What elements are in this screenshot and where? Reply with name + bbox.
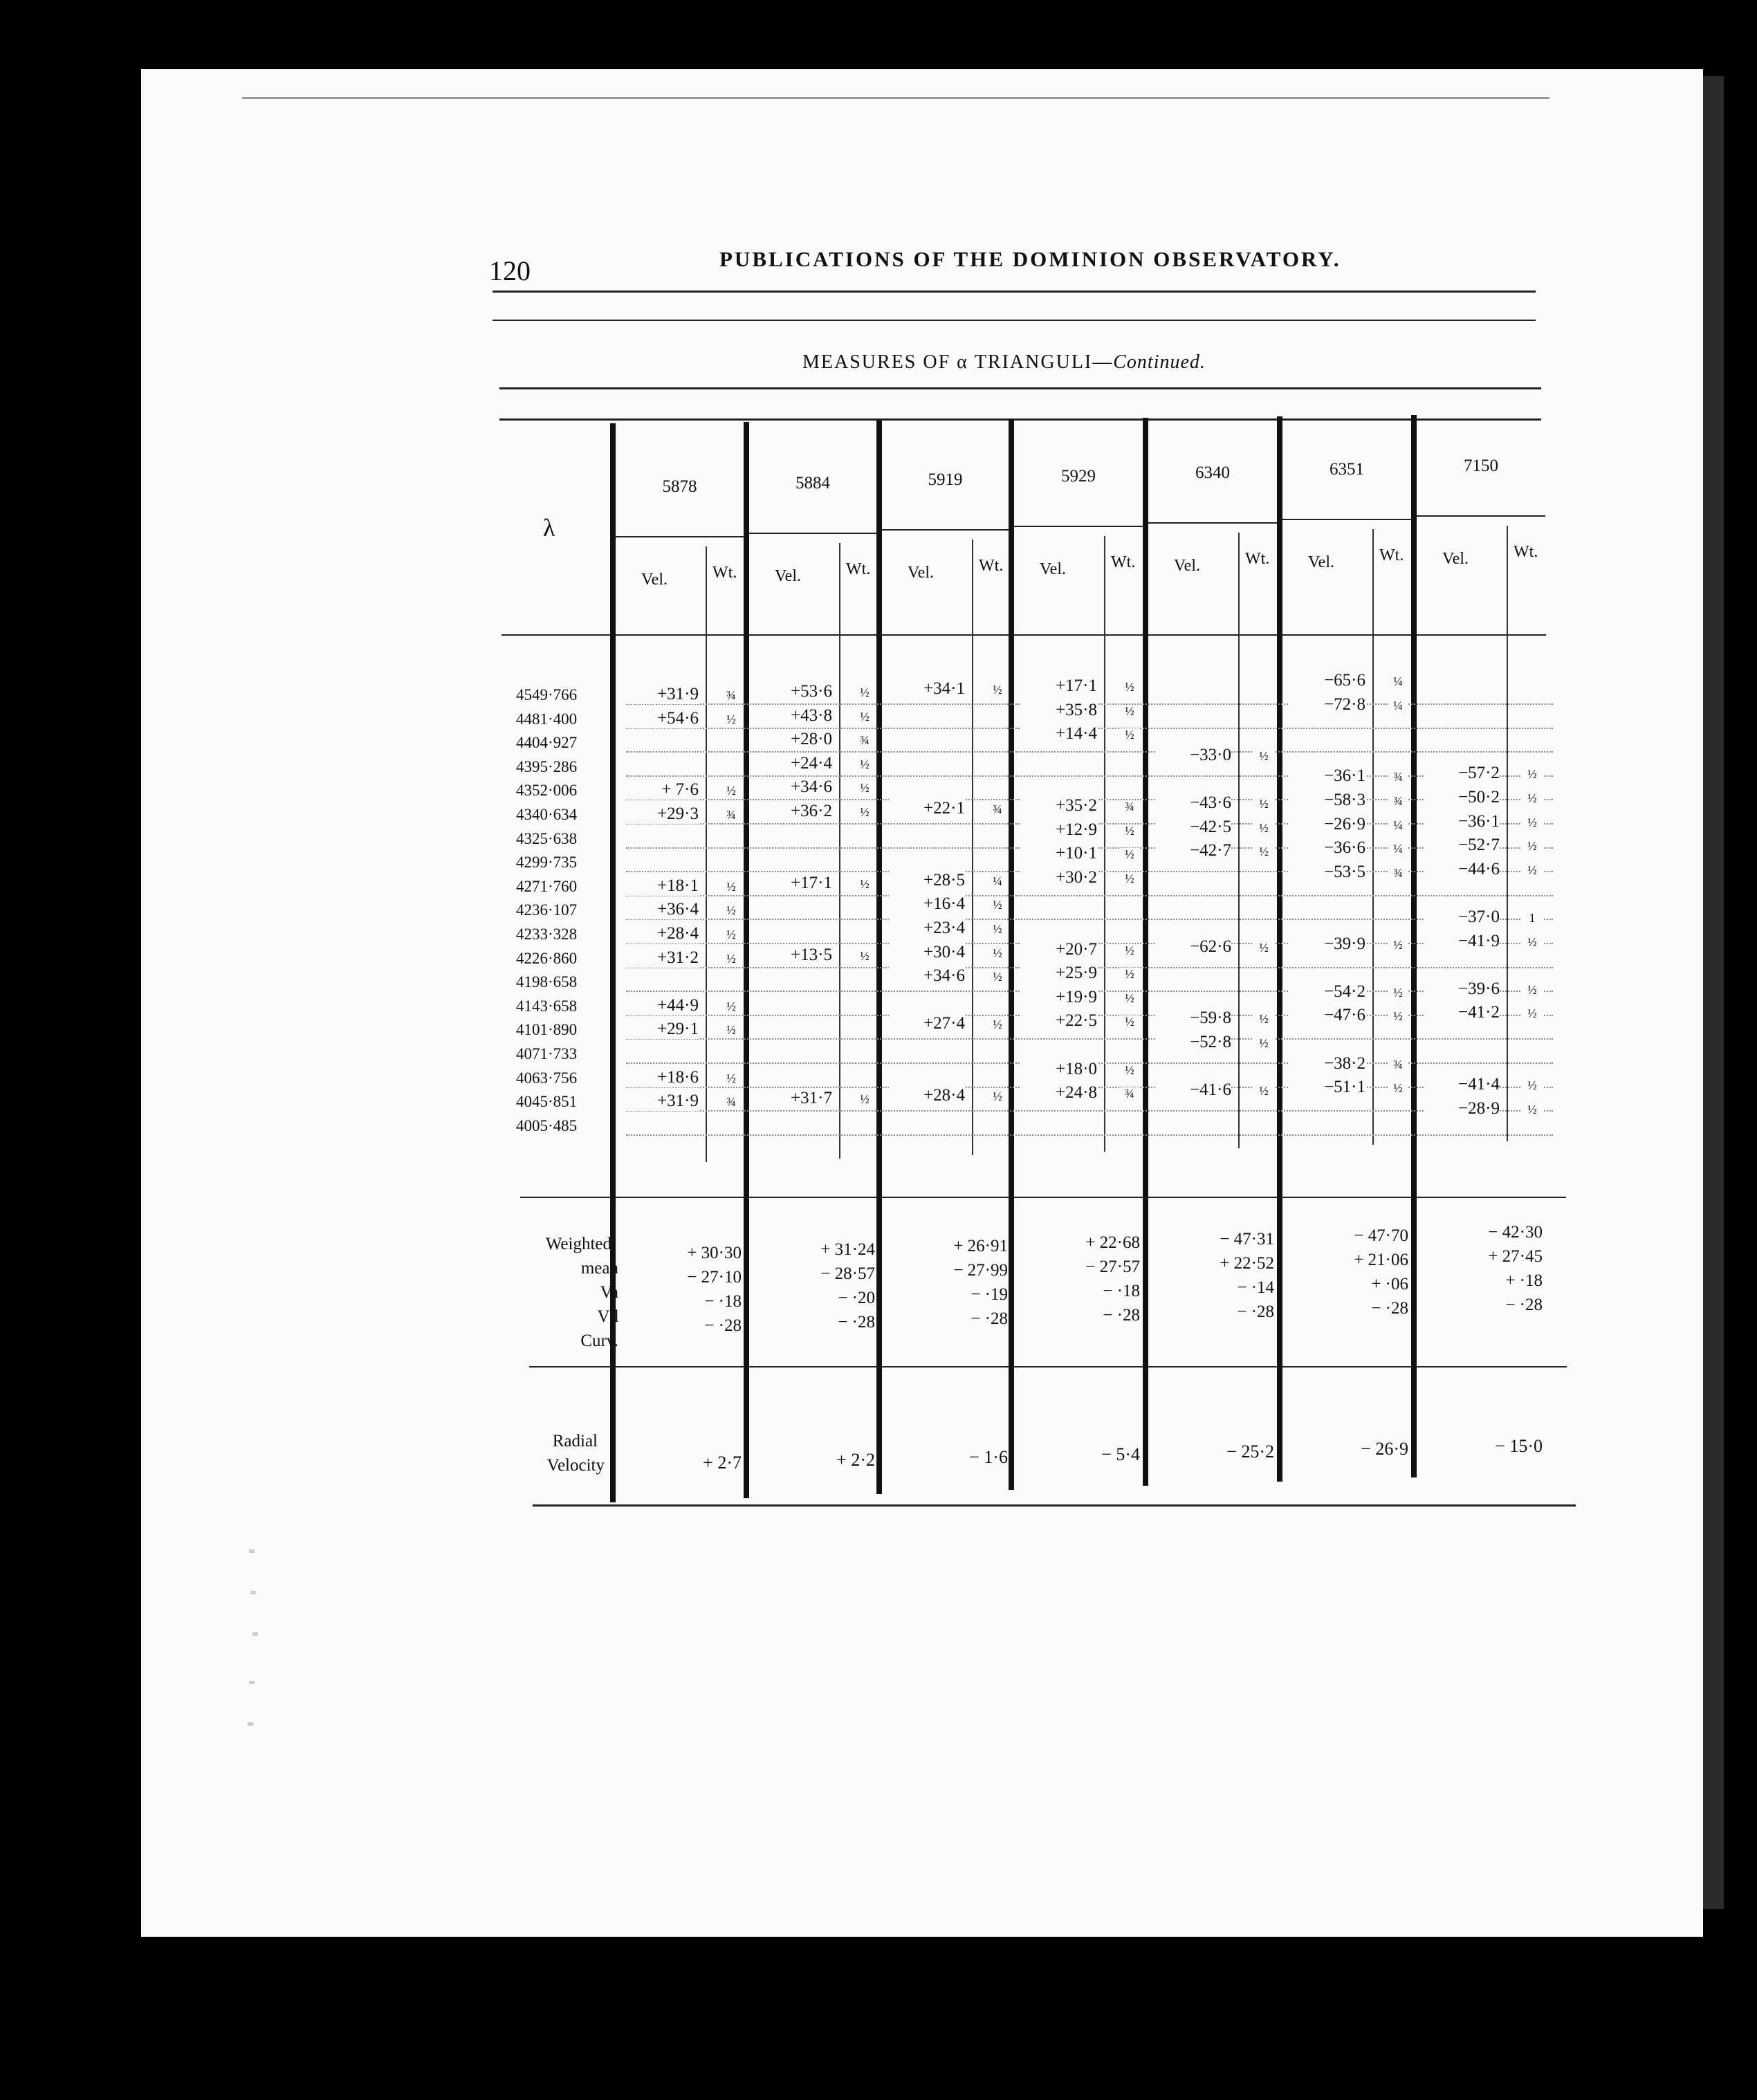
weight-value: ¾	[721, 809, 742, 821]
vel-wt-divider	[706, 546, 707, 1162]
velocity-value: + 7·6	[623, 780, 699, 800]
weight-value: ½	[721, 904, 742, 917]
velocity-value: +27·4	[889, 1014, 965, 1033]
summary-label-weighted: Weighted	[545, 1235, 611, 1253]
weight-value: ½	[1119, 728, 1140, 741]
velocity-value: +54·6	[623, 709, 699, 728]
weight-value: ½	[1253, 822, 1274, 834]
weight-value: ½	[1388, 939, 1408, 951]
velocity-value: −39·9	[1289, 934, 1365, 954]
summary-value: − ·28	[704, 1316, 742, 1335]
dotted-leader	[626, 919, 1553, 920]
wavelength-3: 4395·286	[516, 757, 578, 775]
radial-velocity-value: + 2·2	[836, 1450, 875, 1470]
summary-label-vd: Vd	[597, 1307, 618, 1326]
table-title-continued: Continued.	[1113, 351, 1206, 373]
velocity-value: +19·9	[1021, 988, 1097, 1007]
velocity-value: −28·9	[1424, 1099, 1500, 1118]
summary-value: − ·28	[838, 1313, 875, 1332]
summary-label-curv: Curv.	[580, 1332, 618, 1350]
weight-value: ½	[1119, 968, 1140, 980]
velocity-value: +31·9	[623, 1092, 699, 1111]
velocity-value: +10·1	[1021, 844, 1097, 863]
velocity-value: +16·4	[889, 894, 965, 914]
velocity-value: +30·4	[889, 943, 965, 962]
velocity-value: +36·4	[623, 900, 699, 919]
radial-label-2: Velocity	[546, 1456, 605, 1475]
weight-value: ½	[854, 878, 875, 890]
velocity-value: −41·2	[1424, 1003, 1500, 1022]
weight-value: ½	[1253, 845, 1274, 858]
wavelength-16: 4063·756	[516, 1069, 578, 1087]
vel-header: Vel.	[1174, 557, 1200, 575]
wavelength-11: 4226·860	[516, 949, 578, 967]
vel-header: Vel.	[1040, 560, 1066, 578]
weight-value: ¼	[1388, 819, 1408, 831]
weight-value: ½	[1119, 872, 1140, 885]
wavelength-4: 4352·006	[516, 782, 578, 800]
velocity-value: −43·6	[1155, 793, 1231, 813]
weight-value: 1	[1522, 912, 1543, 924]
weight-value: ½	[854, 758, 875, 771]
velocity-value: −38·2	[1289, 1054, 1365, 1074]
weight-value: ¼	[1388, 675, 1408, 688]
summary-value: + 26·91	[953, 1237, 1008, 1255]
wt-header: Wt.	[846, 560, 871, 578]
summary-value: + ·18	[1505, 1271, 1543, 1290]
wavelength-12: 4198·658	[516, 973, 578, 991]
scan-smudge	[1020, 55, 1030, 62]
vel-header: Vel.	[1442, 550, 1469, 568]
summary-value: − 27·57	[1085, 1258, 1140, 1276]
wavelength-18: 4005·485	[516, 1116, 578, 1134]
weight-value: ½	[1388, 986, 1408, 999]
weight-value: ¾	[1119, 800, 1140, 813]
weight-value: ½	[1119, 848, 1140, 860]
velocity-value: +18·1	[623, 876, 699, 896]
radial-velocity-value: − 25·2	[1226, 1442, 1274, 1462]
plate-subhead-rule	[1282, 519, 1411, 520]
velocity-value: −36·1	[1289, 766, 1365, 786]
velocity-value: +18·0	[1021, 1060, 1097, 1079]
dotted-leader	[626, 1134, 1553, 1136]
table-rule-top	[499, 387, 1541, 389]
wavelength-0: 4549·766	[516, 686, 578, 703]
weight-value: ½	[987, 923, 1008, 935]
vel-header: Vel.	[1308, 553, 1334, 571]
dotted-leader	[626, 775, 1553, 777]
wavelength-15: 4071·733	[516, 1045, 578, 1062]
weight-value: ½	[854, 1093, 875, 1105]
weight-value: ½	[1522, 1007, 1543, 1020]
weight-value: ¾	[1119, 1087, 1140, 1100]
plate-subhead-rule	[1014, 526, 1143, 527]
table-rule-top-2	[499, 418, 1541, 421]
velocity-value: +31·7	[756, 1089, 832, 1108]
scan-smudge	[42, 374, 54, 389]
vel-header: Vel.	[775, 567, 801, 585]
vel-wt-divider	[1507, 526, 1508, 1141]
velocity-value: +43·8	[756, 706, 832, 726]
radial-velocity-value: − 1·6	[969, 1447, 1008, 1467]
velocity-value: −59·8	[1155, 1008, 1231, 1028]
column-divider	[876, 421, 882, 1494]
velocity-value: −54·2	[1289, 982, 1365, 1002]
weight-value: ½	[1253, 1037, 1274, 1049]
wt-header: Wt.	[712, 564, 737, 582]
weight-value: ½	[1388, 1082, 1408, 1094]
wavelength-14: 4101·890	[516, 1021, 578, 1039]
velocity-value: −41·6	[1155, 1080, 1231, 1100]
weight-value: ½	[854, 782, 875, 794]
summary-value: − ·14	[1237, 1278, 1274, 1297]
velocity-value: −52·8	[1155, 1033, 1231, 1052]
wavelength-6: 4325·638	[516, 829, 578, 847]
weight-value: ½	[721, 1072, 742, 1085]
weight-value: ¾	[854, 734, 875, 746]
weight-value: ½	[1119, 944, 1140, 957]
summary-value: − ·28	[971, 1309, 1008, 1328]
head-rule-1	[493, 291, 1536, 293]
velocity-value: +28·4	[623, 924, 699, 943]
weight-value: ½	[1522, 816, 1543, 829]
body-bottom-rule	[520, 1197, 1566, 1198]
summary-value: + ·06	[1371, 1275, 1408, 1293]
table-title	[802, 351, 1206, 374]
weight-value: ¾	[1388, 1058, 1408, 1071]
weight-value: ½	[1119, 681, 1140, 693]
vel-header: Vel.	[908, 564, 934, 582]
column-divider	[744, 422, 749, 1498]
velocity-value: +28·4	[889, 1086, 965, 1105]
weight-value: ½	[1522, 840, 1543, 852]
summary-value: − 27·99	[953, 1261, 1008, 1280]
velocity-value: −36·1	[1424, 812, 1500, 831]
velocity-value: +14·4	[1021, 724, 1097, 744]
wt-header: Wt.	[1514, 543, 1538, 561]
weight-value: ½	[1522, 768, 1543, 780]
wavelength-9: 4236·107	[516, 901, 578, 919]
weight-value: ½	[721, 1000, 742, 1013]
plate-number-5929: 5929	[1061, 467, 1096, 486]
weight-value: ½	[987, 970, 1008, 983]
vel-wt-divider	[1104, 536, 1105, 1152]
weight-value: ½	[721, 1024, 742, 1036]
velocity-value: −50·2	[1424, 788, 1500, 807]
radial-velocity-value: − 5·4	[1101, 1444, 1140, 1464]
velocity-value: +24·4	[756, 754, 832, 773]
summary-label-mean: mean	[580, 1259, 618, 1278]
summary-value: − ·28	[1371, 1299, 1408, 1318]
velocity-value: +34·6	[756, 777, 832, 797]
weight-value: ¼	[1388, 842, 1408, 855]
vel-wt-divider	[1372, 529, 1374, 1145]
velocity-value: −52·7	[1424, 836, 1500, 855]
page-number: 120	[489, 255, 531, 286]
plate-number-5919: 5919	[928, 470, 963, 489]
scan-speck	[249, 1681, 255, 1684]
weight-value: ¾	[987, 803, 1008, 816]
summary-value: − ·20	[838, 1289, 875, 1307]
dotted-leader	[626, 751, 1553, 753]
plate-number-7150: 7150	[1464, 457, 1498, 475]
velocity-value: −65·6	[1289, 671, 1365, 690]
weight-value: ¾	[1388, 867, 1408, 879]
weight-value: ½	[1253, 750, 1274, 762]
velocity-value: +34·1	[889, 679, 965, 699]
weight-value: ½	[721, 713, 742, 726]
scan-speck	[248, 1722, 253, 1726]
wavelength-1: 4481·400	[516, 710, 578, 728]
velocity-value: −37·0	[1424, 908, 1500, 927]
weight-value: ½	[1119, 825, 1140, 837]
velocity-value: +20·7	[1021, 940, 1097, 959]
dotted-leader	[626, 895, 1553, 896]
velocity-value: +34·6	[889, 966, 965, 986]
weight-value: ¾	[1388, 771, 1408, 783]
velocity-value: +44·9	[623, 996, 699, 1015]
column-divider	[1009, 419, 1014, 1490]
weight-value: ½	[1119, 992, 1140, 1004]
scan-speck	[250, 1591, 256, 1594]
weight-value: ½	[854, 710, 875, 723]
summary-value: − 47·31	[1220, 1230, 1274, 1249]
summary-value: − 27·10	[687, 1268, 742, 1287]
scan-speck	[252, 1632, 258, 1636]
weight-value: ½	[1119, 705, 1140, 717]
radial-velocity-value: + 2·7	[703, 1453, 742, 1473]
velocity-value: −57·2	[1424, 764, 1500, 783]
column-divider	[1411, 415, 1417, 1477]
weight-value: ½	[1522, 1079, 1543, 1092]
velocity-value: +35·8	[1021, 701, 1097, 720]
plate-subhead-rule	[616, 536, 744, 537]
velocity-value: −72·8	[1289, 695, 1365, 715]
weight-value: ½	[1522, 864, 1543, 876]
scan-smudge	[228, 14, 235, 21]
plate-subhead-rule	[882, 529, 1009, 531]
column-divider	[1143, 418, 1148, 1486]
plate-number-5878: 5878	[662, 477, 697, 496]
wt-header: Wt.	[1379, 546, 1404, 564]
wavelength-7: 4299·735	[516, 854, 578, 872]
velocity-value: −58·3	[1289, 791, 1365, 810]
velocity-value: +24·8	[1021, 1083, 1097, 1103]
weight-value: ½	[721, 784, 742, 797]
velocity-value: +35·2	[1021, 796, 1097, 816]
velocity-value: −26·9	[1289, 815, 1365, 834]
plate-subhead-rule	[1417, 515, 1545, 517]
velocity-value: +28·5	[889, 871, 965, 890]
weight-value: ½	[721, 881, 742, 893]
plate-subhead-rule	[749, 533, 876, 534]
summary-value: + 22·68	[1085, 1233, 1140, 1252]
vel-wt-divider	[839, 543, 840, 1159]
summary-value: − ·28	[1103, 1306, 1140, 1325]
velocity-value: +12·9	[1021, 820, 1097, 840]
weight-value: ½	[1119, 1015, 1140, 1028]
weight-value: ¾	[721, 1096, 742, 1108]
velocity-value: +25·9	[1021, 964, 1097, 983]
plate-number-6340: 6340	[1195, 463, 1230, 482]
velocity-value: +18·6	[623, 1068, 699, 1087]
lambda-header: λ	[543, 514, 555, 542]
weight-value: ¾	[1388, 795, 1408, 807]
velocity-value: +31·9	[623, 685, 699, 704]
plate-subhead-rule	[1148, 522, 1277, 524]
velocity-value: +28·0	[756, 730, 832, 749]
weight-value: ½	[1388, 1010, 1408, 1022]
summary-value: + 27·45	[1488, 1247, 1543, 1266]
weight-value: ½	[1253, 1013, 1274, 1025]
weight-value: ½	[1522, 1103, 1543, 1116]
velocity-value: −51·1	[1289, 1078, 1365, 1097]
wt-header: Wt.	[1111, 553, 1136, 571]
top-rule	[242, 97, 1549, 99]
dotted-leader	[626, 1110, 1553, 1112]
wavelength-10: 4233·328	[516, 925, 578, 943]
weight-value: ½	[1253, 1085, 1274, 1097]
velocity-value: −44·6	[1424, 860, 1500, 879]
summary-value: − 47·70	[1354, 1226, 1408, 1245]
velocity-value: −36·6	[1289, 838, 1365, 858]
running-head: PUBLICATIONS OF THE DOMINION OBSERVATORY.	[719, 247, 1341, 271]
velocity-value: −33·0	[1155, 746, 1231, 765]
summary-value: + 21·06	[1354, 1251, 1408, 1269]
wavelength-8: 4271·760	[516, 877, 578, 895]
wt-header: Wt.	[979, 557, 1004, 575]
summary-label-va: Va	[600, 1283, 618, 1302]
weight-value: ½	[987, 1018, 1008, 1031]
plate-number-6351: 6351	[1330, 460, 1364, 479]
weight-value: ½	[1119, 1064, 1140, 1076]
velocity-value: −47·6	[1289, 1006, 1365, 1025]
velocity-value: +17·1	[1021, 676, 1097, 696]
weight-value: ½	[1522, 984, 1543, 996]
scan-speck	[249, 1549, 255, 1553]
weight-value: ½	[1253, 941, 1274, 954]
weight-value: ½	[987, 683, 1008, 696]
weight-value: ¼	[987, 875, 1008, 887]
weight-value: ¼	[1388, 699, 1408, 712]
velocity-value: −42·7	[1155, 841, 1231, 860]
vel-header: Vel.	[641, 571, 668, 589]
velocity-value: +53·6	[756, 682, 832, 701]
summary-value: − ·19	[971, 1285, 1008, 1304]
weight-value: ¾	[721, 689, 742, 701]
wt-header: Wt.	[1245, 550, 1270, 568]
weight-value: ½	[1253, 798, 1274, 810]
velocity-value: −53·5	[1289, 863, 1365, 882]
weight-value: ½	[721, 952, 742, 965]
summary-value: − ·28	[1237, 1302, 1274, 1321]
summary-value: − ·18	[704, 1292, 742, 1311]
header-bottom-rule	[502, 634, 1546, 636]
velocity-value: +29·3	[623, 804, 699, 824]
summary-value: + 31·24	[820, 1240, 875, 1259]
weight-value: ½	[854, 950, 875, 962]
table-rule-bottom	[533, 1504, 1576, 1507]
velocity-value: +13·5	[756, 946, 832, 965]
weight-value: ½	[987, 899, 1008, 911]
weight-value: ½	[721, 928, 742, 941]
summary-value: − 28·57	[820, 1264, 875, 1283]
velocity-value: +17·1	[756, 874, 832, 893]
radial-velocity-value: − 26·9	[1361, 1439, 1408, 1459]
wavelength-2: 4404·927	[516, 734, 578, 752]
radial-velocity-value: − 15·0	[1495, 1436, 1543, 1456]
summary-value: + 22·52	[1220, 1254, 1274, 1273]
velocity-value: −39·6	[1424, 979, 1500, 999]
velocity-value: +22·1	[889, 799, 965, 818]
velocity-value: −42·5	[1155, 818, 1231, 837]
velocity-value: +23·4	[889, 919, 965, 938]
summary-value: − ·18	[1103, 1282, 1140, 1300]
radial-label-1: Radial	[552, 1432, 598, 1450]
dotted-leader	[626, 1038, 1553, 1040]
weight-value: ½	[854, 686, 875, 699]
vel-wt-divider	[1238, 533, 1240, 1148]
summary-value: − 42·30	[1488, 1223, 1543, 1242]
weight-value: ½	[854, 806, 875, 818]
velocity-value: +30·2	[1021, 868, 1097, 887]
wavelength-5: 4340·634	[516, 806, 578, 823]
velocity-value: −41·4	[1424, 1075, 1500, 1094]
velocity-value: −62·6	[1155, 937, 1231, 957]
velocity-value: −41·9	[1424, 932, 1500, 951]
weight-value: ½	[1522, 792, 1543, 804]
wavelength-13: 4143·658	[516, 997, 578, 1015]
velocity-value: +22·5	[1021, 1011, 1097, 1031]
head-rule-2	[493, 320, 1536, 321]
plate-number-5884: 5884	[795, 474, 830, 492]
weight-value: ½	[987, 947, 1008, 959]
wavelength-17: 4045·851	[516, 1093, 578, 1111]
velocity-value: +29·1	[623, 1020, 699, 1039]
binding-shadow	[1703, 76, 1724, 1909]
velocity-value: +36·2	[756, 802, 832, 821]
table-title-main: MEASURES OF α TRIANGULI—	[802, 351, 1114, 373]
summary-value: + 30·30	[687, 1244, 742, 1262]
weight-value: ½	[987, 1090, 1008, 1103]
weight-value: ½	[1522, 936, 1543, 948]
column-divider	[1277, 416, 1282, 1482]
velocity-value: +31·2	[623, 948, 699, 968]
summary-value: − ·28	[1505, 1296, 1543, 1314]
